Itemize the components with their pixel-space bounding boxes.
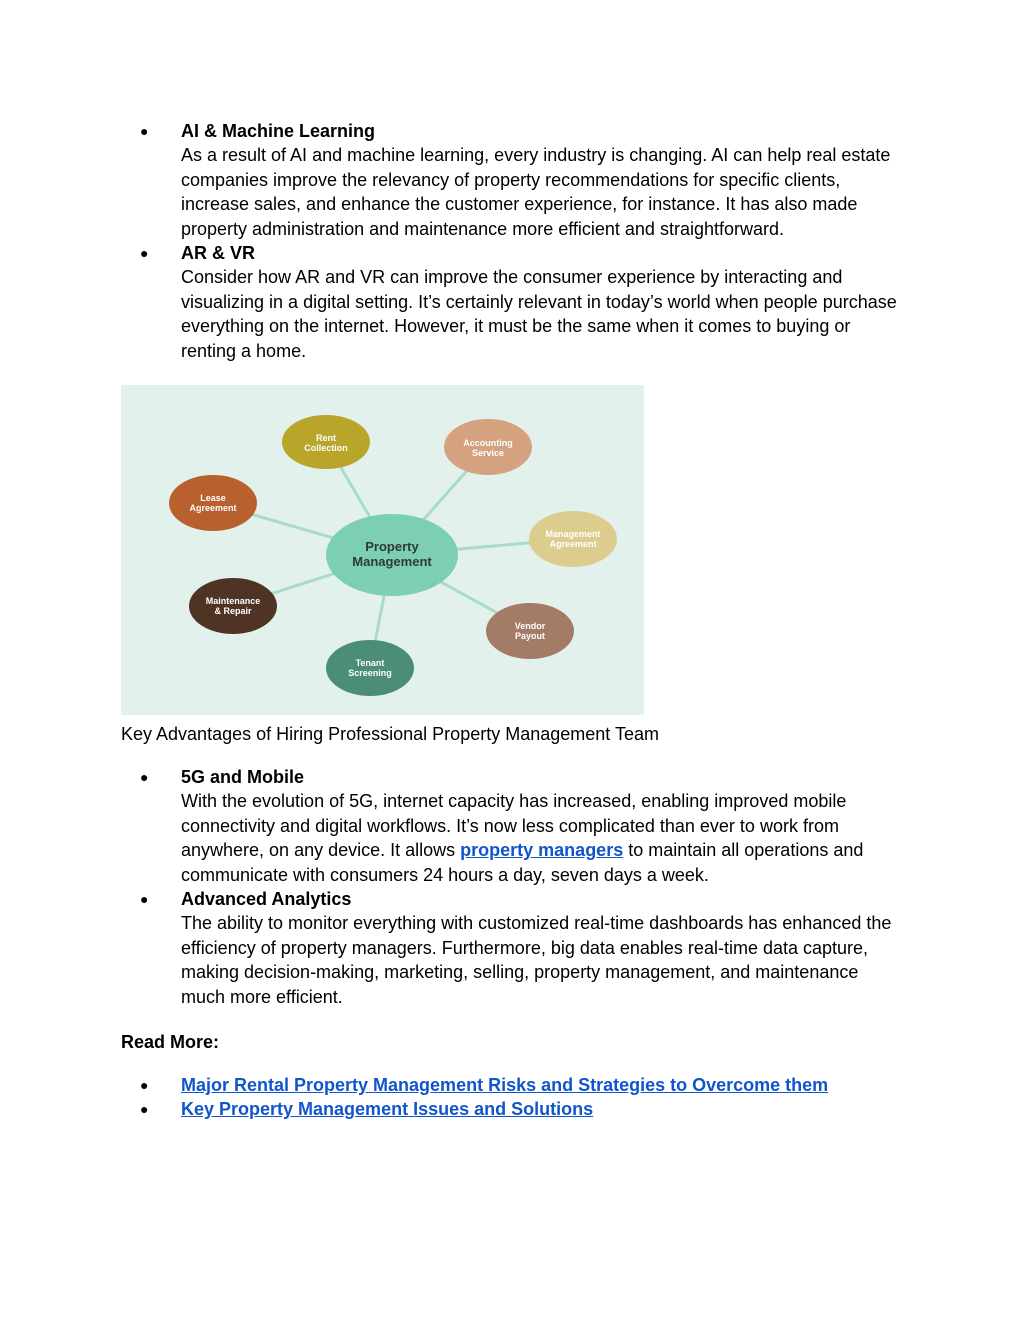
property-management-diagram bbox=[121, 385, 644, 715]
list-item-analytics bbox=[140, 887, 900, 1009]
node-label-line1: Maintenance bbox=[205, 596, 261, 606]
center-label-line2: Management bbox=[352, 554, 432, 569]
node-vendor-payout bbox=[486, 603, 574, 659]
read-more-link-issues[interactable]: Key Property Management Issues and Solutions bbox=[181, 1099, 594, 1120]
list-item-ai bbox=[140, 119, 900, 241]
bullet-icon: ● bbox=[140, 1077, 149, 1093]
node-management-agreement bbox=[529, 511, 617, 567]
node-accounting-service bbox=[444, 419, 532, 475]
item-heading: AR & VR bbox=[181, 243, 256, 264]
read-more-item bbox=[140, 1073, 900, 1097]
read-more-heading: Read More: bbox=[121, 1032, 220, 1052]
tech-trends-list-2 bbox=[140, 765, 900, 1009]
node-label-line1: Tenant bbox=[355, 658, 385, 668]
property-managers-link[interactable]: property managers bbox=[460, 840, 624, 861]
node-label-line1: Management bbox=[545, 529, 601, 539]
item-body: The ability to monitor everything with customized real-time dashboards has enhanced the efficiency of property managers. Furthermore, big data enables real-time data capture, making decision-making, marketing, selling, property management, and maintenance much more efficient. bbox=[181, 913, 892, 1007]
node-tenant-screening bbox=[326, 640, 414, 696]
figure-caption: Key Advantages of Hiring Professional Property Management Team bbox=[121, 724, 659, 744]
read-more-link-risks[interactable]: Major Rental Property Management Risks and Strategies to Overcome them bbox=[181, 1075, 829, 1095]
node-label-line2: Screening bbox=[348, 668, 392, 678]
bullet-icon: ● bbox=[140, 1101, 149, 1118]
item-body: Consider how AR and VR can improve the consumer experience by interacting and visualizing in a digital setting. It’s certainly relevant in today’s world when people purchase everything on the internet. However, it must be the same when it comes to buying or renting a home. bbox=[181, 267, 897, 361]
item-heading: 5G and Mobile bbox=[181, 767, 305, 787]
node-label-line1: Accounting bbox=[463, 438, 513, 448]
center-label-line1: Property bbox=[365, 539, 419, 554]
item-heading: Advanced Analytics bbox=[181, 889, 352, 910]
list-item-5g bbox=[140, 765, 900, 887]
node-label-line2: Service bbox=[471, 448, 505, 458]
node-label-line1: Rent bbox=[316, 433, 336, 443]
node-label-line2: Agreement bbox=[549, 539, 597, 549]
body-text-after: to maintain all operations and communicate with consumers 24 hours a day, seven days a week. bbox=[181, 840, 864, 885]
bullet-icon: ● bbox=[140, 769, 149, 785]
node-label-line2: & Repair bbox=[214, 606, 252, 616]
tech-trends-list bbox=[140, 119, 900, 363]
node-label-line2: Agreement bbox=[189, 503, 237, 513]
node-label-line1: Lease bbox=[200, 493, 226, 503]
bullet-icon: ● bbox=[140, 123, 149, 139]
node-label-line1: Vendor bbox=[514, 621, 546, 631]
node-rent-collection bbox=[282, 415, 370, 469]
node-label-line2: Payout bbox=[514, 631, 546, 641]
list-item-ar-vr bbox=[140, 241, 900, 363]
node-label-line2: Collection bbox=[304, 443, 348, 453]
read-more-item bbox=[140, 1097, 900, 1121]
body-text-before: With the evolution of 5G, internet capacity has increased, enabling improved mobile connectivity and digital workflows. It’s now less complicated than ever to work from anywhere, on any device. It allows bbox=[181, 791, 847, 861]
diagram-svg bbox=[121, 385, 644, 715]
item-body: As a result of AI and machine learning, every industry is changing. AI can help real estate companies improve the relevancy of property recommendations for specific clients, increase sales, and enhance the customer experience, for instance. It has also made property administration and maintenance more efficient and straightforward. bbox=[181, 145, 891, 239]
bullet-icon: ● bbox=[140, 245, 149, 262]
node-maintenance-repair bbox=[189, 578, 277, 634]
node-lease-agreement bbox=[169, 475, 257, 531]
bullet-icon: ● bbox=[140, 891, 149, 908]
read-more-list bbox=[140, 1073, 900, 1122]
item-body bbox=[181, 789, 900, 887]
item-heading: AI & Machine Learning bbox=[181, 121, 376, 141]
